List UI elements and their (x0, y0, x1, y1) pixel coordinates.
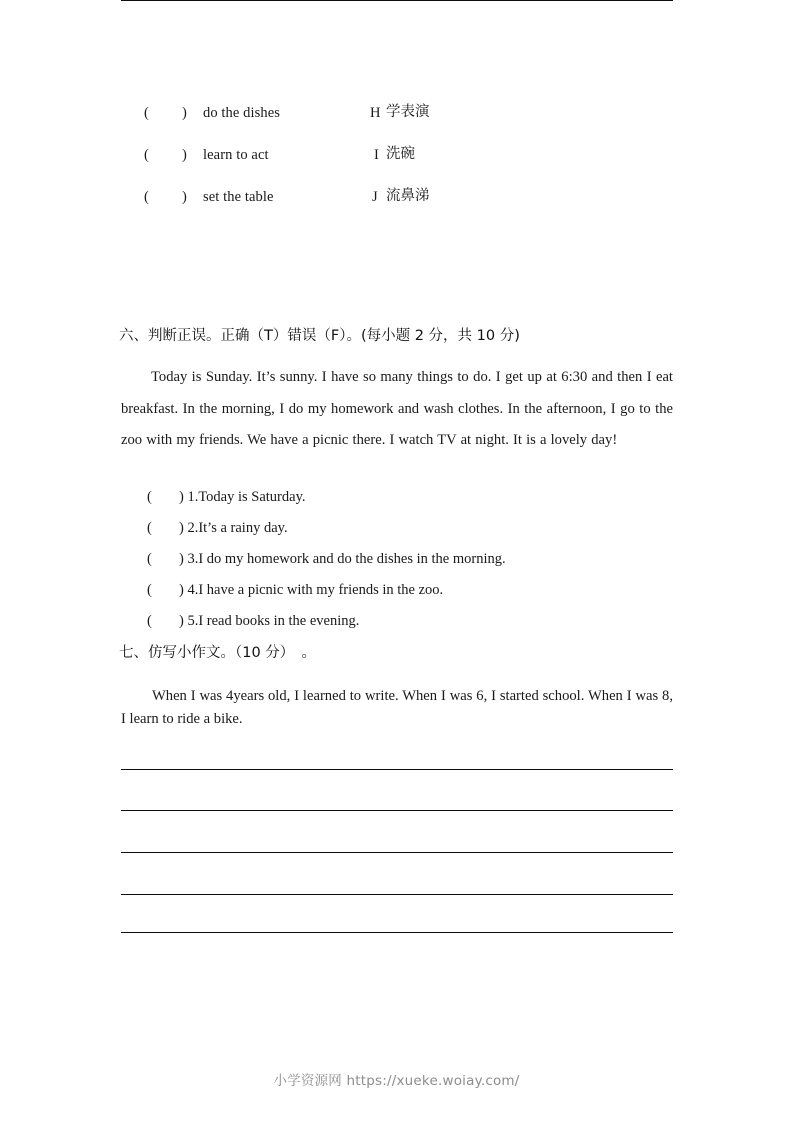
matching-option-letter: H (370, 105, 381, 121)
matching-english-phrase: learn to act (203, 147, 269, 163)
true-false-statement: ) 2.It’s a rainy day. (179, 520, 288, 536)
answer-paren-close: ) (182, 189, 187, 205)
answer-write-line (121, 810, 673, 811)
footer-watermark: 小学资源网 https://xueke.woiay.com/ (273, 1073, 520, 1089)
true-false-item (121, 579, 673, 610)
answer-write-line (121, 894, 673, 895)
answer-paren-open: ( (147, 582, 152, 598)
answer-paren-close: ) (182, 105, 187, 121)
answer-paren-open: ( (147, 551, 152, 567)
true-false-question-list (121, 486, 673, 641)
answer-write-line (121, 769, 673, 770)
true-false-item (121, 610, 673, 641)
matching-english-phrase: do the dishes (203, 105, 281, 121)
reading-passage: Today is Sunday. It’s sunny. I have so many things to do. I get up at 6:30 and then I eat breakfast. In the morning, I do my homework and wash clothes. In the afternoon, I go to the zoo with my friends. We have a picnic there. I watch TV at night. It is a lovely day! (121, 369, 673, 448)
answer-paren-open: ( (147, 489, 152, 505)
composition-sample-paragraph: When I was 4years old, I learned to write. When I was 6, I started school. When I was 8, I learn to ride a bike. (121, 688, 673, 727)
answer-paren-open: ( (147, 520, 152, 536)
matching-option-letter: J (372, 189, 378, 205)
matching-row (121, 100, 673, 142)
answer-paren-open: ( (144, 105, 149, 121)
matching-chinese-meaning: 学表演 (386, 104, 430, 120)
answer-write-line (121, 932, 673, 933)
matching-row (121, 142, 673, 184)
true-false-statement: ) 5.I read books in the evening. (179, 613, 360, 629)
matching-row (121, 184, 673, 226)
answer-paren-open: ( (147, 613, 152, 629)
matching-exercise-list (121, 100, 673, 226)
matching-chinese-meaning: 流鼻涕 (386, 188, 430, 204)
true-false-statement: ) 3.I do my homework and do the dishes in the morning. (179, 551, 506, 567)
true-false-statement: ) 1.Today is Saturday. (179, 489, 306, 505)
section-seven-heading: 七、仿写小作文。（10 分） 。 (119, 645, 317, 661)
true-false-statement: ) 4.I have a picnic with my friends in the zoo. (179, 582, 444, 598)
true-false-item (121, 517, 673, 548)
true-false-item (121, 548, 673, 579)
true-false-item (121, 486, 673, 517)
matching-chinese-meaning: 洗碗 (386, 146, 415, 162)
answer-paren-open: ( (144, 147, 149, 163)
answer-paren-close: ) (182, 147, 187, 163)
answer-paren-open: ( (144, 189, 149, 205)
answer-write-line (121, 852, 673, 853)
matching-option-letter: I (374, 147, 379, 163)
section-six-heading: 六、判断正误。正确（T）错误（F）。(每小题 2 分，共 10 分) (119, 328, 520, 344)
matching-english-phrase: set the table (203, 189, 274, 205)
